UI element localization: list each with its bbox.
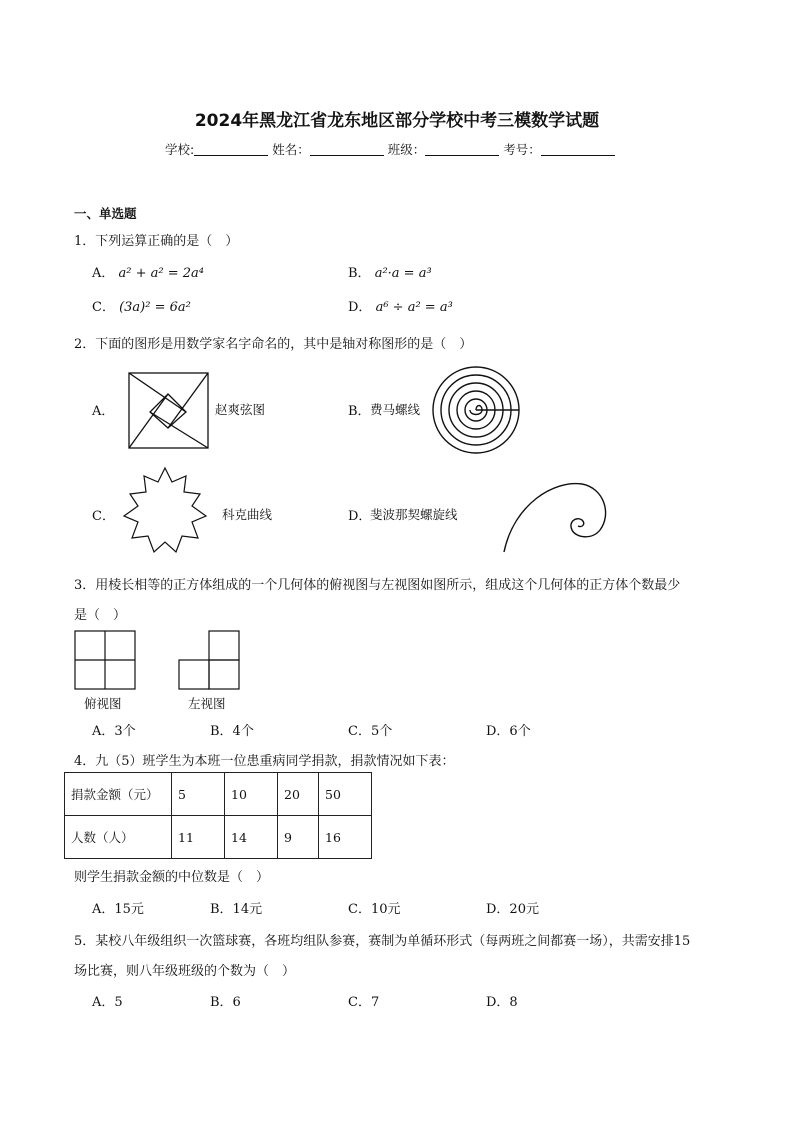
school-label: 学校: xyxy=(165,142,195,157)
q1-option-d xyxy=(348,296,453,315)
class-label: 班级： xyxy=(387,142,426,157)
q4-followup: 则学生捐款金额的中位数是（ ） xyxy=(74,870,270,885)
q5-option-b: B．6 xyxy=(210,995,241,1010)
name-blank xyxy=(310,143,384,156)
left-view-diagram xyxy=(178,630,242,692)
table-header-cell: 人数（人） xyxy=(65,816,172,859)
q1-d-math: a⁶ ÷ a² = a³ xyxy=(375,300,453,315)
q1-b-letter: B． xyxy=(348,266,371,281)
school-blank xyxy=(194,143,268,156)
q2-c-label: 科克曲线 xyxy=(222,507,273,522)
table-cell: 11 xyxy=(172,816,225,859)
q1-c-letter: C． xyxy=(92,300,115,315)
table-cell: 5 xyxy=(172,773,225,816)
left-view-label: 左视图 xyxy=(188,696,226,711)
q4-option-d: D．20元 xyxy=(486,902,539,917)
q3-option-c: C．5个 xyxy=(348,724,393,739)
student-info-line xyxy=(165,140,619,158)
class-blank xyxy=(425,143,499,156)
table-cell: 14 xyxy=(225,816,278,859)
fermat-spiral-diagram xyxy=(430,364,522,456)
q1-a-letter: A． xyxy=(92,266,115,281)
table-row xyxy=(65,816,372,859)
q2-a-label: 赵爽弦图 xyxy=(215,402,266,417)
table-header-cell: 捐款金额（元） xyxy=(65,773,172,816)
q2-a-letter: A． xyxy=(92,404,115,419)
fibonacci-spiral-diagram xyxy=(500,474,618,554)
q1-option-b xyxy=(348,262,432,281)
q4-option-b: B．14元 xyxy=(210,902,263,917)
q5-option-d: D．8 xyxy=(486,995,518,1010)
q2-b-letter: B． xyxy=(348,404,371,419)
table-cell: 16 xyxy=(319,816,372,859)
top-view-label: 俯视图 xyxy=(84,696,122,711)
q5-stem-line2: 场比赛，则八年级班级的个数为（ ） xyxy=(74,964,296,979)
q1-d-letter: D． xyxy=(348,300,372,315)
q1-b-math: a²·a = a³ xyxy=(374,266,432,281)
table-cell: 50 xyxy=(319,773,372,816)
table-cell: 9 xyxy=(278,816,319,859)
table-cell: 20 xyxy=(278,773,319,816)
q1-option-a xyxy=(92,262,204,281)
q1-a-math: a² + a² = 2a⁴ xyxy=(118,266,205,281)
zhao-shuang-diagram xyxy=(128,372,210,450)
q2-b-label: 费马螺线 xyxy=(370,402,421,417)
donation-table xyxy=(64,772,372,859)
q1-c-math: (3a)² = 6a² xyxy=(119,300,191,315)
q3-option-d: D．6个 xyxy=(486,724,531,739)
exam-no-blank xyxy=(541,143,615,156)
q2-stem: 2．下面的图形是用数学家名字命名的，其中是轴对称图形的是（ ） xyxy=(74,337,473,352)
section-heading: 一、单选题 xyxy=(74,206,137,221)
koch-snowflake-diagram xyxy=(120,464,210,556)
exam-no-label: 考号： xyxy=(503,142,541,157)
q5-option-c: C．7 xyxy=(348,995,380,1010)
top-view-diagram xyxy=(74,630,138,692)
q2-d-letter: D． xyxy=(348,509,372,524)
q1-option-c xyxy=(92,296,191,315)
q1-stem: 1．下列运算正确的是（ ） xyxy=(74,234,239,249)
q3-stem-line2: 是（ ） xyxy=(74,608,127,623)
name-label: 姓名： xyxy=(272,142,310,157)
page-title: 2024年黑龙江省龙东地区部分学校中考三模数学试题 xyxy=(194,111,600,131)
q5-option-a: A．5 xyxy=(92,995,123,1010)
q2-c-letter: C． xyxy=(92,509,115,524)
q4-option-a: A．15元 xyxy=(92,902,144,917)
q5-stem-line1: 5．某校八年级组织一次篮球赛，各班均组队参赛，赛制为单循环形式（每两班之间都赛一场），共需安排15 xyxy=(74,934,691,949)
q4-option-c: C．10元 xyxy=(348,902,401,917)
table-cell: 10 xyxy=(225,773,278,816)
q4-stem: 4．九（5）班学生为本班一位患重病同学捐款，捐款情况如下表： xyxy=(74,754,455,769)
q3-option-b: B．4个 xyxy=(210,724,254,739)
q2-d-label: 斐波那契螺旋线 xyxy=(370,507,458,522)
q3-option-a: A．3个 xyxy=(92,724,136,739)
table-row xyxy=(65,773,372,816)
q3-stem-line1: 3．用棱长相等的正方体组成的一个几何体的俯视图与左视图如图所示，组成这个几何体的正方体个数最少 xyxy=(74,578,681,593)
